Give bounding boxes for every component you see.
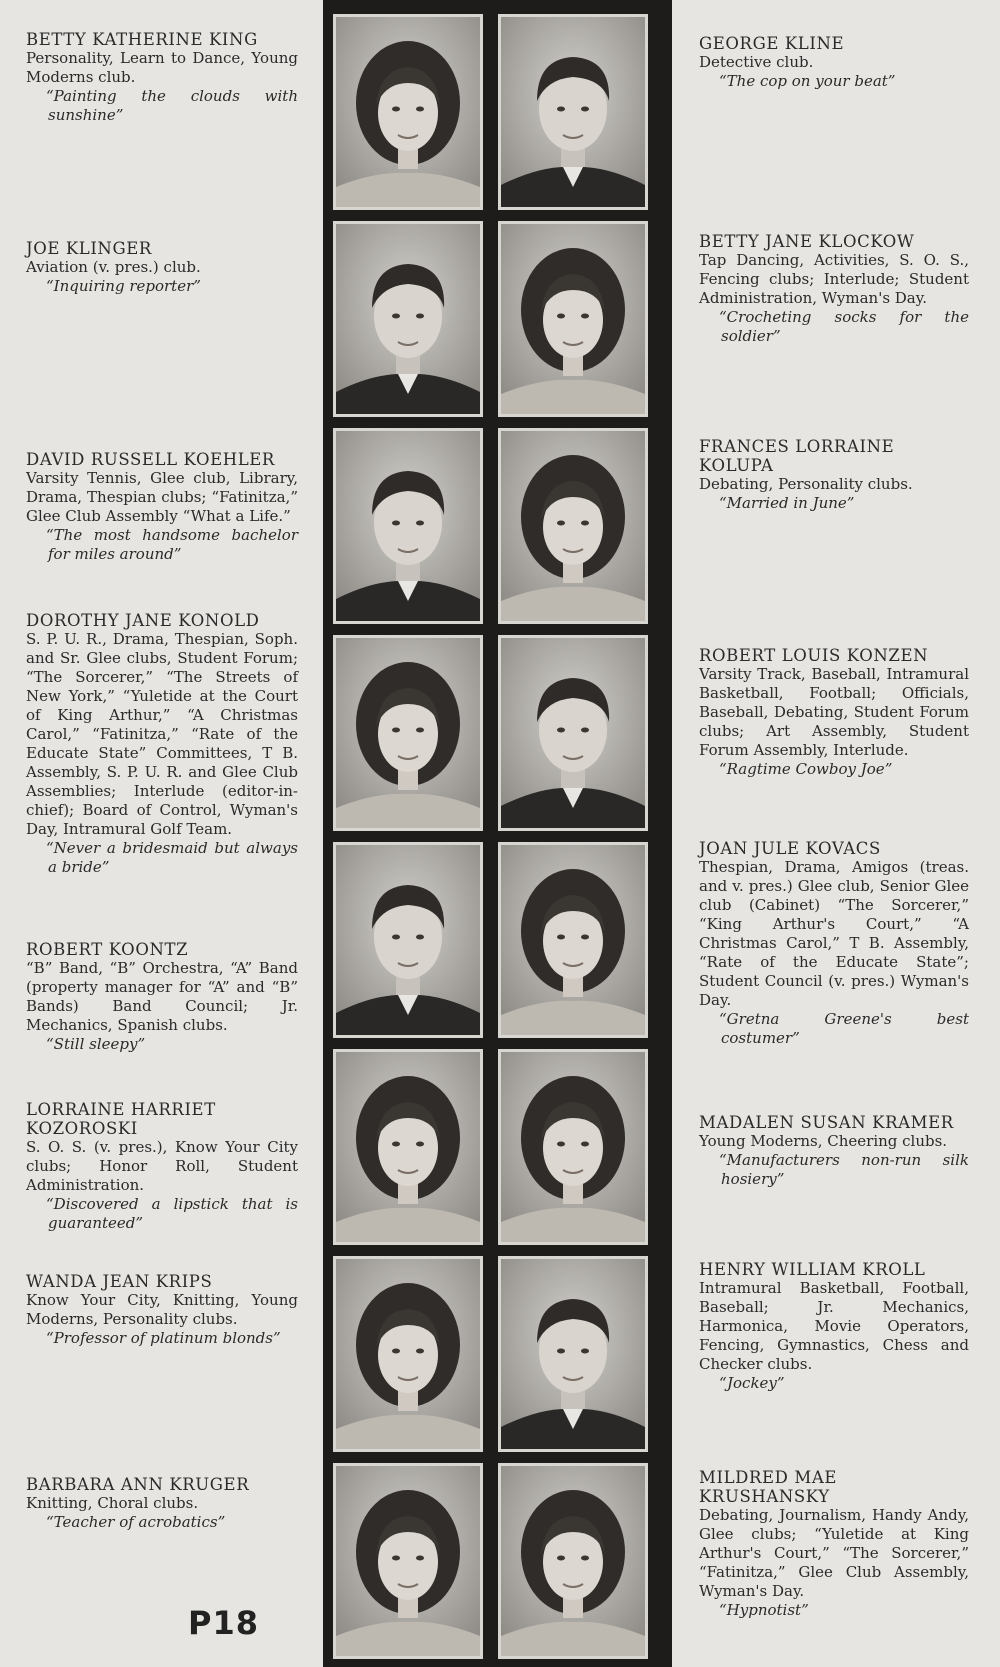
student-entry-left-6 (26, 1100, 298, 1233)
student-activities: S. O. S. (v. pres.), Know Your City clubs; Honor Roll, Student Administration. (26, 1138, 298, 1194)
student-entry-left-1 (26, 30, 298, 125)
student-portrait-photo (333, 1049, 483, 1245)
student-portrait-photo (498, 1463, 648, 1659)
student-portrait-photo (333, 428, 483, 624)
student-activities: Aviation (v. pres.) club. (26, 258, 201, 276)
student-quote: “Manufacturers non-run silk hosiery” (719, 1151, 969, 1188)
student-portrait-photo (498, 221, 648, 417)
student-name: JOAN JULE KOVACS (699, 839, 881, 858)
student-quote: “Never a bridesmaid but always a bride” (46, 839, 298, 876)
student-entry-left-8 (26, 1475, 298, 1532)
student-quote: “Inquiring reporter” (46, 277, 201, 295)
student-activities: Know Your City, Knitting, Young Moderns, Personality clubs. (26, 1291, 298, 1328)
student-entry-right-6 (699, 1113, 969, 1189)
student-entry-left-7 (26, 1272, 298, 1348)
student-name: WANDA JEAN KRIPS (26, 1272, 213, 1291)
student-name: HENRY WILLIAM KROLL (699, 1260, 926, 1279)
student-activities: “B” Band, “B” Orchestra, “A” Band (property manager for “A” and “B” Bands) Band Council; Jr. Mechanics, Spanish clubs. (26, 959, 298, 1034)
student-portrait-photo (498, 1256, 648, 1452)
student-activities: Debating, Personality clubs. (699, 475, 913, 493)
student-portrait-photo (498, 1049, 648, 1245)
page-number: P18 (188, 1604, 259, 1642)
student-entry-right-1 (699, 34, 969, 91)
student-name: GEORGE KLINE (699, 34, 845, 53)
student-entry-left-5 (26, 940, 298, 1054)
student-name: FRANCES LORRAINE KOLUPA (699, 437, 895, 475)
student-portrait-photo (333, 221, 483, 417)
student-name: BARBARA ANN KRUGER (26, 1475, 250, 1494)
student-portrait-photo (498, 635, 648, 831)
student-activities: Varsity Track, Baseball, Intramural Basketball, Football; Officials, Baseball, Debating, Student Forum clubs; Art Assembly, Student Forum Assembly, Interlude. (699, 665, 969, 759)
student-entry-right-2 (699, 232, 969, 346)
student-entry-right-7 (699, 1260, 969, 1393)
student-quote: “The cop on your beat” (719, 72, 896, 90)
student-activities: Varsity Tennis, Glee club, Library, Drama, Thespian clubs; “Fatinitza,” Glee Club Assembly “What a Life.” (26, 469, 298, 525)
student-activities: Tap Dancing, Activities, S. O. S., Fencing clubs; Interlude; Student Administration, Wyman's Day. (699, 251, 969, 307)
student-quote: “Professor of platinum blonds” (46, 1329, 281, 1347)
student-activities: Personality, Learn to Dance, Young Moderns club. (26, 49, 298, 86)
student-entry-right-3 (699, 437, 969, 513)
student-quote: “Hypnotist” (719, 1601, 809, 1619)
student-quote: “Discovered a lipstick that is guaranteed” (46, 1195, 298, 1232)
student-portrait-photo (498, 428, 648, 624)
student-quote: “Teacher of acrobatics” (46, 1513, 226, 1531)
student-portrait-photo (498, 842, 648, 1038)
student-entry-right-8 (699, 1468, 969, 1620)
student-activities: Intramural Basketball, Football, Baseball; Jr. Mechanics, Harmonica, Movie Operators, Fencing, Gymnastics, Chess and Checker clubs. (699, 1279, 969, 1373)
student-name: ROBERT KOONTZ (26, 940, 189, 959)
student-entry-right-5 (699, 839, 969, 1048)
student-entry-left-2 (26, 239, 298, 296)
student-name: BETTY JANE KLOCKOW (699, 232, 915, 251)
student-name: MADALEN SUSAN KRAMER (699, 1113, 954, 1132)
student-name: JOE KLINGER (26, 239, 152, 258)
student-portrait-photo (498, 14, 648, 210)
student-name: BETTY KATHERINE KING (26, 30, 258, 49)
student-quote: “Still sleepy” (46, 1035, 146, 1053)
student-portrait-photo (333, 635, 483, 831)
student-quote: “Ragtime Cowboy Joe” (719, 760, 893, 778)
student-entry-right-4 (699, 646, 969, 779)
student-name: ROBERT LOUIS KONZEN (699, 646, 929, 665)
student-quote: “Married in June” (719, 494, 855, 512)
student-portrait-photo (333, 14, 483, 210)
photo-strip (323, 0, 672, 1667)
student-activities: S. P. U. R., Drama, Thespian, Soph. and Sr. Glee clubs, Student Forum; “The Sorcerer,” “The Streets of New York,” “Yuletide at the Court of King Arthur,” “A Christmas Carol,” “Fatinitza,” “Rate of the Educate State” Committees, T B. Assembly, S. P. U. R. and Glee Club Assemblies; Interlude (editor-in-chief); Board of Control, Wyman's Day, Intramural Golf Team. (26, 630, 298, 838)
student-name: DOROTHY JANE KONOLD (26, 611, 260, 630)
student-activities: Detective club. (699, 53, 814, 71)
student-quote: “Gretna Greene's best costumer” (719, 1010, 969, 1047)
student-quote: “Jockey” (719, 1374, 785, 1392)
student-quote: “Painting the clouds with sunshine” (46, 87, 298, 124)
student-activities: Young Moderns, Cheering clubs. (699, 1132, 948, 1150)
student-name: MILDRED MAE KRUSHANSKY (699, 1468, 837, 1506)
student-portrait-photo (333, 1256, 483, 1452)
student-name: DAVID RUSSELL KOEHLER (26, 450, 275, 469)
student-activities: Thespian, Drama, Amigos (treas. and v. pres.) Glee club, Senior Glee club (Cabinet) “The Sorcerer,” “King Arthur's Court,” “A Christmas Carol,” T B. Assembly, “Rate of the Educate State”; Student Council (v. pres.) Wyman's Day. (699, 858, 969, 1009)
student-activities: Knitting, Choral clubs. (26, 1494, 199, 1512)
student-activities: Debating, Journalism, Handy Andy, Glee clubs; “Yuletide at King Arthur's Court,” “The Sorcerer,” “Fatinitza,” Glee Club Assembly, Wyman's Day. (699, 1506, 969, 1600)
student-quote: “Crocheting socks for the soldier” (719, 308, 969, 345)
student-portrait-photo (333, 1463, 483, 1659)
student-entry-left-3 (26, 450, 298, 564)
student-quote: “The most handsome bachelor for miles around” (46, 526, 298, 563)
student-entry-left-4 (26, 611, 298, 877)
student-name: LORRAINE HARRIET KOZOROSKI (26, 1100, 216, 1138)
student-portrait-photo (333, 842, 483, 1038)
